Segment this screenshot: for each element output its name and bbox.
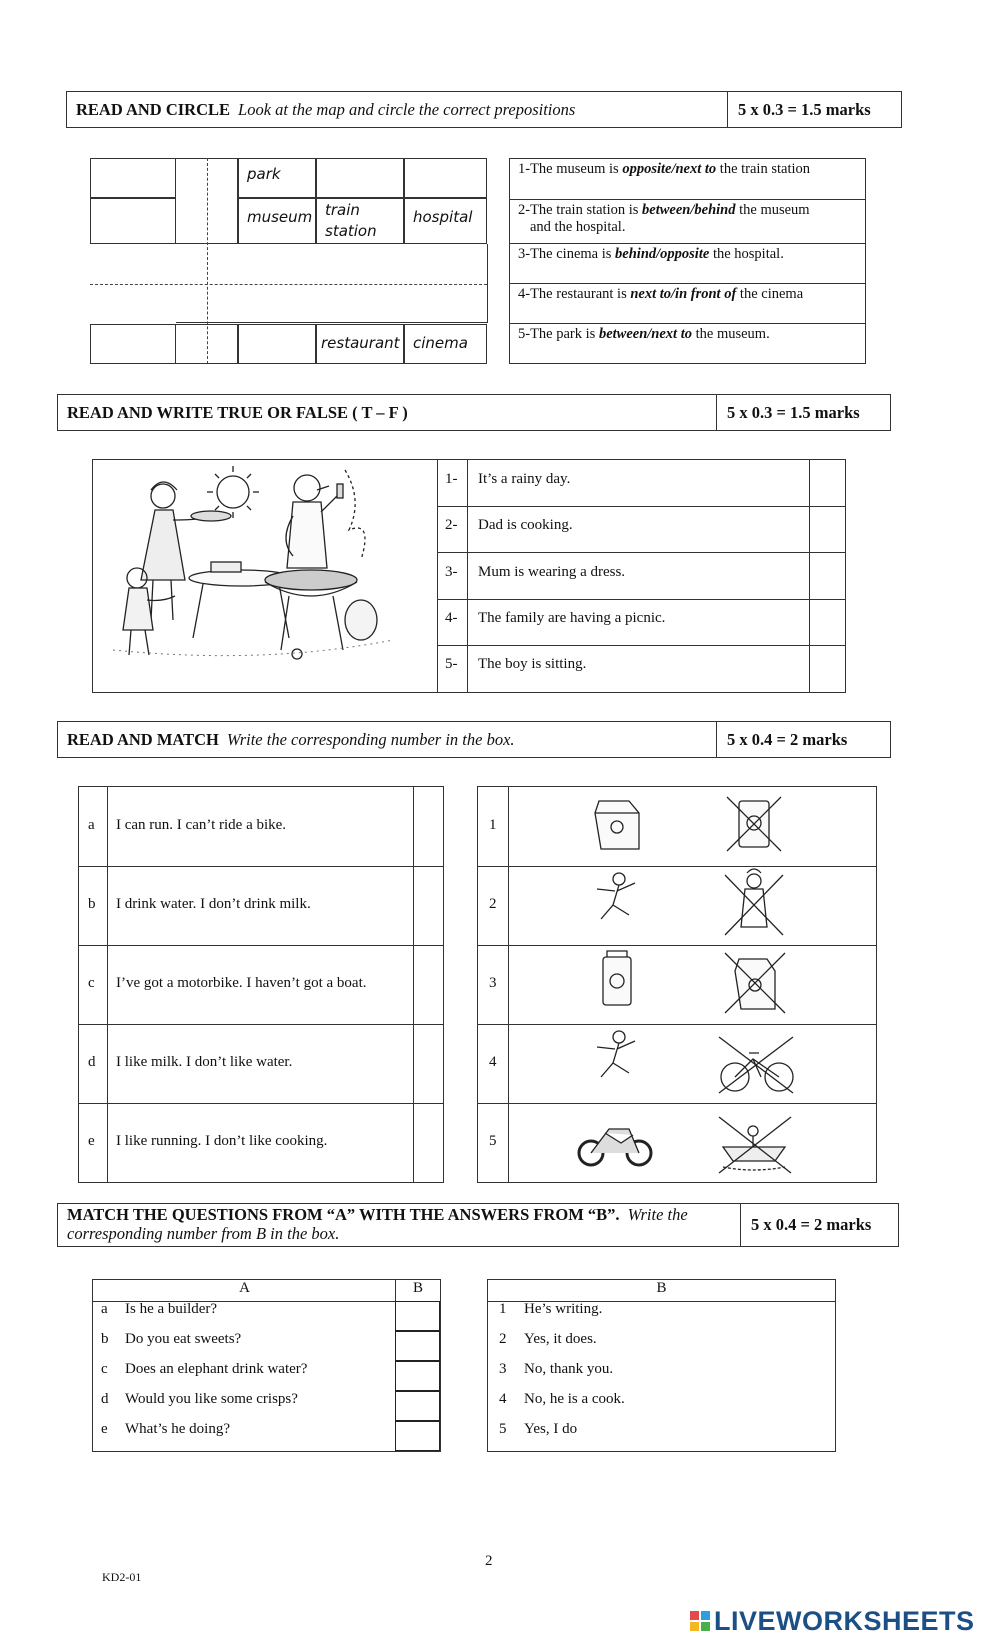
answer-box-e[interactable] <box>395 1421 440 1451</box>
map-road-column-bottom <box>176 324 238 364</box>
tf-item-text: Dad is cooking. <box>478 517 573 533</box>
motorbike-icon <box>579 1129 651 1165</box>
sentence-answer-divider <box>413 787 414 1182</box>
liveworksheets-brand[interactable] <box>690 1606 975 1636</box>
map-hospital <box>404 198 487 244</box>
sun-icon <box>207 466 259 518</box>
tf-row-divider <box>437 552 845 553</box>
question-text: Is he a builder? <box>125 1301 218 1317</box>
answer-box-c[interactable] <box>395 1361 440 1391</box>
sentence-letter: a <box>88 817 95 833</box>
column-a-header: A <box>239 1280 250 1296</box>
answers-table-b <box>487 1279 836 1452</box>
dad-figure <box>286 475 343 568</box>
cook-crossed-icon <box>725 869 783 935</box>
answer-number: 3 <box>499 1361 507 1377</box>
sentence-text: I’ve got a motorbike. I haven’t got a boat. <box>116 975 367 991</box>
prepositions-list <box>509 158 866 364</box>
answer-text: He’s writing. <box>524 1301 603 1317</box>
milk-carton-crossed-icon <box>725 953 785 1013</box>
sentence-text: I like running. I don’t like cooking. <box>116 1133 328 1149</box>
tf-row-divider <box>437 506 845 507</box>
section4-marks: 5 x 0.4 = 2 marks <box>740 1204 898 1246</box>
picture-number: 1 <box>489 817 497 833</box>
section4-instruction-a: Write the <box>627 1205 688 1224</box>
liveworksheets-logo-icon <box>690 1611 710 1631</box>
answer-box-d[interactable] <box>395 1391 440 1421</box>
picnic-drawing <box>93 460 437 692</box>
tf-item-text: The boy is sitting. <box>478 656 587 672</box>
question-text: Would you like some crisps? <box>125 1391 298 1407</box>
sentence-text: I can run. I can’t ride a bike. <box>116 817 287 833</box>
map-park-label: park <box>247 165 281 183</box>
tf-number-divider <box>467 460 468 692</box>
answer-box-a[interactable] <box>395 1301 440 1331</box>
section1-instruction: Look at the map and circle the correct prepositions <box>238 99 576 119</box>
section1-title: READ AND CIRCLE <box>76 99 231 119</box>
map-restaurant-label: restaurant <box>321 334 400 352</box>
sentence-text: I drink water. I don’t drink milk. <box>116 896 311 912</box>
tf-answer-box-1[interactable] <box>811 462 843 504</box>
picture-number: 3 <box>489 975 497 991</box>
questions-table-a <box>92 1279 441 1452</box>
question-text: Do you eat sweets? <box>125 1331 242 1347</box>
question-letter: e <box>101 1421 108 1437</box>
tf-item-number: 1- <box>445 471 458 487</box>
sentence-letter: d <box>88 1054 96 1070</box>
page-number: 2 <box>485 1553 493 1569</box>
tf-item-text: Mum is wearing a dress. <box>478 564 626 580</box>
map-hospital-label: hospital <box>413 208 473 226</box>
tf-row-divider <box>437 599 845 600</box>
map-museum-label: museum <box>247 208 313 226</box>
match-sentences-table <box>78 786 444 1183</box>
answer-number: 2 <box>499 1331 507 1347</box>
section4-title: MATCH THE QUESTIONS FROM “A” WITH THE ANSWERS FROM “B”. <box>67 1205 620 1224</box>
tf-item-number: 2- <box>445 517 458 533</box>
section3-header <box>57 721 891 758</box>
section2-title: READ AND WRITE TRUE OR FALSE ( T – F ) <box>67 402 408 422</box>
section3-marks: 5 x 0.4 = 2 marks <box>716 722 890 757</box>
preposition-item[interactable]: 3-The cinema is behind/opposite the hospital. <box>510 243 865 283</box>
map-restaurant <box>316 324 404 364</box>
preposition-item[interactable]: 1-The museum is opposite/next to the train station <box>518 161 810 177</box>
tf-answer-box-5[interactable] <box>811 647 843 690</box>
map-cinema-label: cinema <box>413 334 468 352</box>
map-road-edge-right <box>487 244 488 322</box>
match-answer-box-d[interactable] <box>415 1026 441 1101</box>
answer-number: 1 <box>499 1301 507 1317</box>
map-park <box>238 158 316 198</box>
sentence-letter: e <box>88 1133 95 1149</box>
answer-box-b[interactable] <box>395 1331 440 1361</box>
water-bottle-icon <box>603 951 631 1005</box>
sentence-letter: b <box>88 896 96 912</box>
section1-marks: 5 x 0.3 = 1.5 marks <box>727 92 901 127</box>
map-train-label: train <box>325 201 360 219</box>
question-letter: a <box>101 1301 108 1317</box>
boy-figure <box>123 568 175 655</box>
map-block-bottom-left-1 <box>90 324 176 364</box>
tf-row-divider <box>437 645 845 646</box>
map-road-centre-horizontal <box>90 284 487 285</box>
bicycle-crossed-icon <box>719 1037 793 1093</box>
map-block-top-left-1 <box>90 158 176 198</box>
sentence-row-divider <box>79 866 443 867</box>
question-text: Does an elephant drink water? <box>125 1361 308 1377</box>
answer-text: Yes, I do <box>524 1421 578 1437</box>
map-block-top-empty1 <box>316 158 404 198</box>
sentence-letter-divider <box>107 787 108 1182</box>
section4-instruction-b: corresponding number from B in the box. <box>67 1224 340 1243</box>
map-museum <box>238 198 316 244</box>
tf-item-number: 3- <box>445 564 458 580</box>
map-road-edge-bottom <box>176 322 488 323</box>
answer-text: No, thank you. <box>524 1361 614 1377</box>
running-boy-icon <box>597 873 635 919</box>
water-bottle-crossed-icon <box>727 797 781 851</box>
section3-title: READ AND MATCH <box>67 729 219 749</box>
mum-figure <box>141 482 231 620</box>
picture-number: 2 <box>489 896 497 912</box>
liveworksheets-wordmark: LIVEWORKSHEETS <box>714 1605 975 1636</box>
sentence-row-divider <box>79 1103 443 1104</box>
tf-answer-box-4[interactable] <box>811 601 843 643</box>
section3-instruction: Write the corresponding number in the box. <box>226 729 515 749</box>
sentence-row-divider <box>79 945 443 946</box>
section4-header <box>57 1203 899 1247</box>
milk-carton-icon <box>595 801 639 849</box>
section2-header <box>57 394 891 431</box>
picture-number: 4 <box>489 1054 497 1070</box>
grass-line <box>113 640 393 656</box>
section2-marks: 5 x 0.3 = 1.5 marks <box>716 395 890 430</box>
preposition-item[interactable]: 2-The train station is between/behind the museum and the hospital. <box>510 199 865 243</box>
sentence-letter: c <box>88 975 95 991</box>
answers-b-header: B <box>656 1280 667 1296</box>
picture-number: 5 <box>489 1133 497 1149</box>
document-code: KD2-01 <box>102 1570 142 1584</box>
match-pictures-table <box>477 786 877 1183</box>
answer-number: 4 <box>499 1391 507 1407</box>
answer-text: No, he is a cook. <box>524 1391 625 1407</box>
section1-header <box>66 91 902 128</box>
tf-item-text: It’s a rainy day. <box>478 471 571 487</box>
tf-answer-box-2[interactable] <box>811 508 843 550</box>
map-train-station <box>316 198 404 244</box>
answer-text: Yes, it does. <box>524 1331 597 1347</box>
map-station-label: station <box>325 222 377 240</box>
map-block-bottom-empty <box>238 324 316 364</box>
map-cinema <box>404 324 487 364</box>
tf-item-number: 4- <box>445 610 458 626</box>
true-false-table <box>92 459 846 693</box>
answer-number: 5 <box>499 1421 507 1437</box>
match-answer-box-a[interactable] <box>415 789 441 864</box>
preposition-item[interactable]: 5-The park is between/next to the museum. <box>510 323 865 365</box>
sentence-row-divider <box>79 1024 443 1025</box>
question-text: What’s he doing? <box>125 1421 230 1437</box>
boat-crossed-icon <box>719 1117 791 1173</box>
sentence-text: I like milk. I don’t like water. <box>116 1054 293 1070</box>
question-letter: d <box>101 1391 109 1407</box>
tf-item-text: The family are having a picnic. <box>478 610 666 626</box>
tf-item-number: 5- <box>445 656 458 672</box>
map-block-top-empty2 <box>404 158 487 198</box>
picnic-illustration <box>93 460 438 692</box>
match-answer-box-e[interactable] <box>415 1105 441 1180</box>
question-letter: c <box>101 1361 108 1377</box>
column-b-header: B <box>412 1280 423 1296</box>
tf-answer-divider <box>809 460 810 692</box>
match-pictures <box>509 787 876 1182</box>
tf-answer-box-3[interactable] <box>811 554 843 597</box>
running-boy-icon-2 <box>597 1031 635 1077</box>
map-block-top-left-2 <box>90 198 176 244</box>
preposition-item[interactable]: 4-The restaurant is next to/in front of the cinema <box>510 283 865 323</box>
match-answer-box-c[interactable] <box>415 947 441 1022</box>
match-answer-box-b[interactable] <box>415 868 441 943</box>
question-letter: b <box>101 1331 109 1347</box>
